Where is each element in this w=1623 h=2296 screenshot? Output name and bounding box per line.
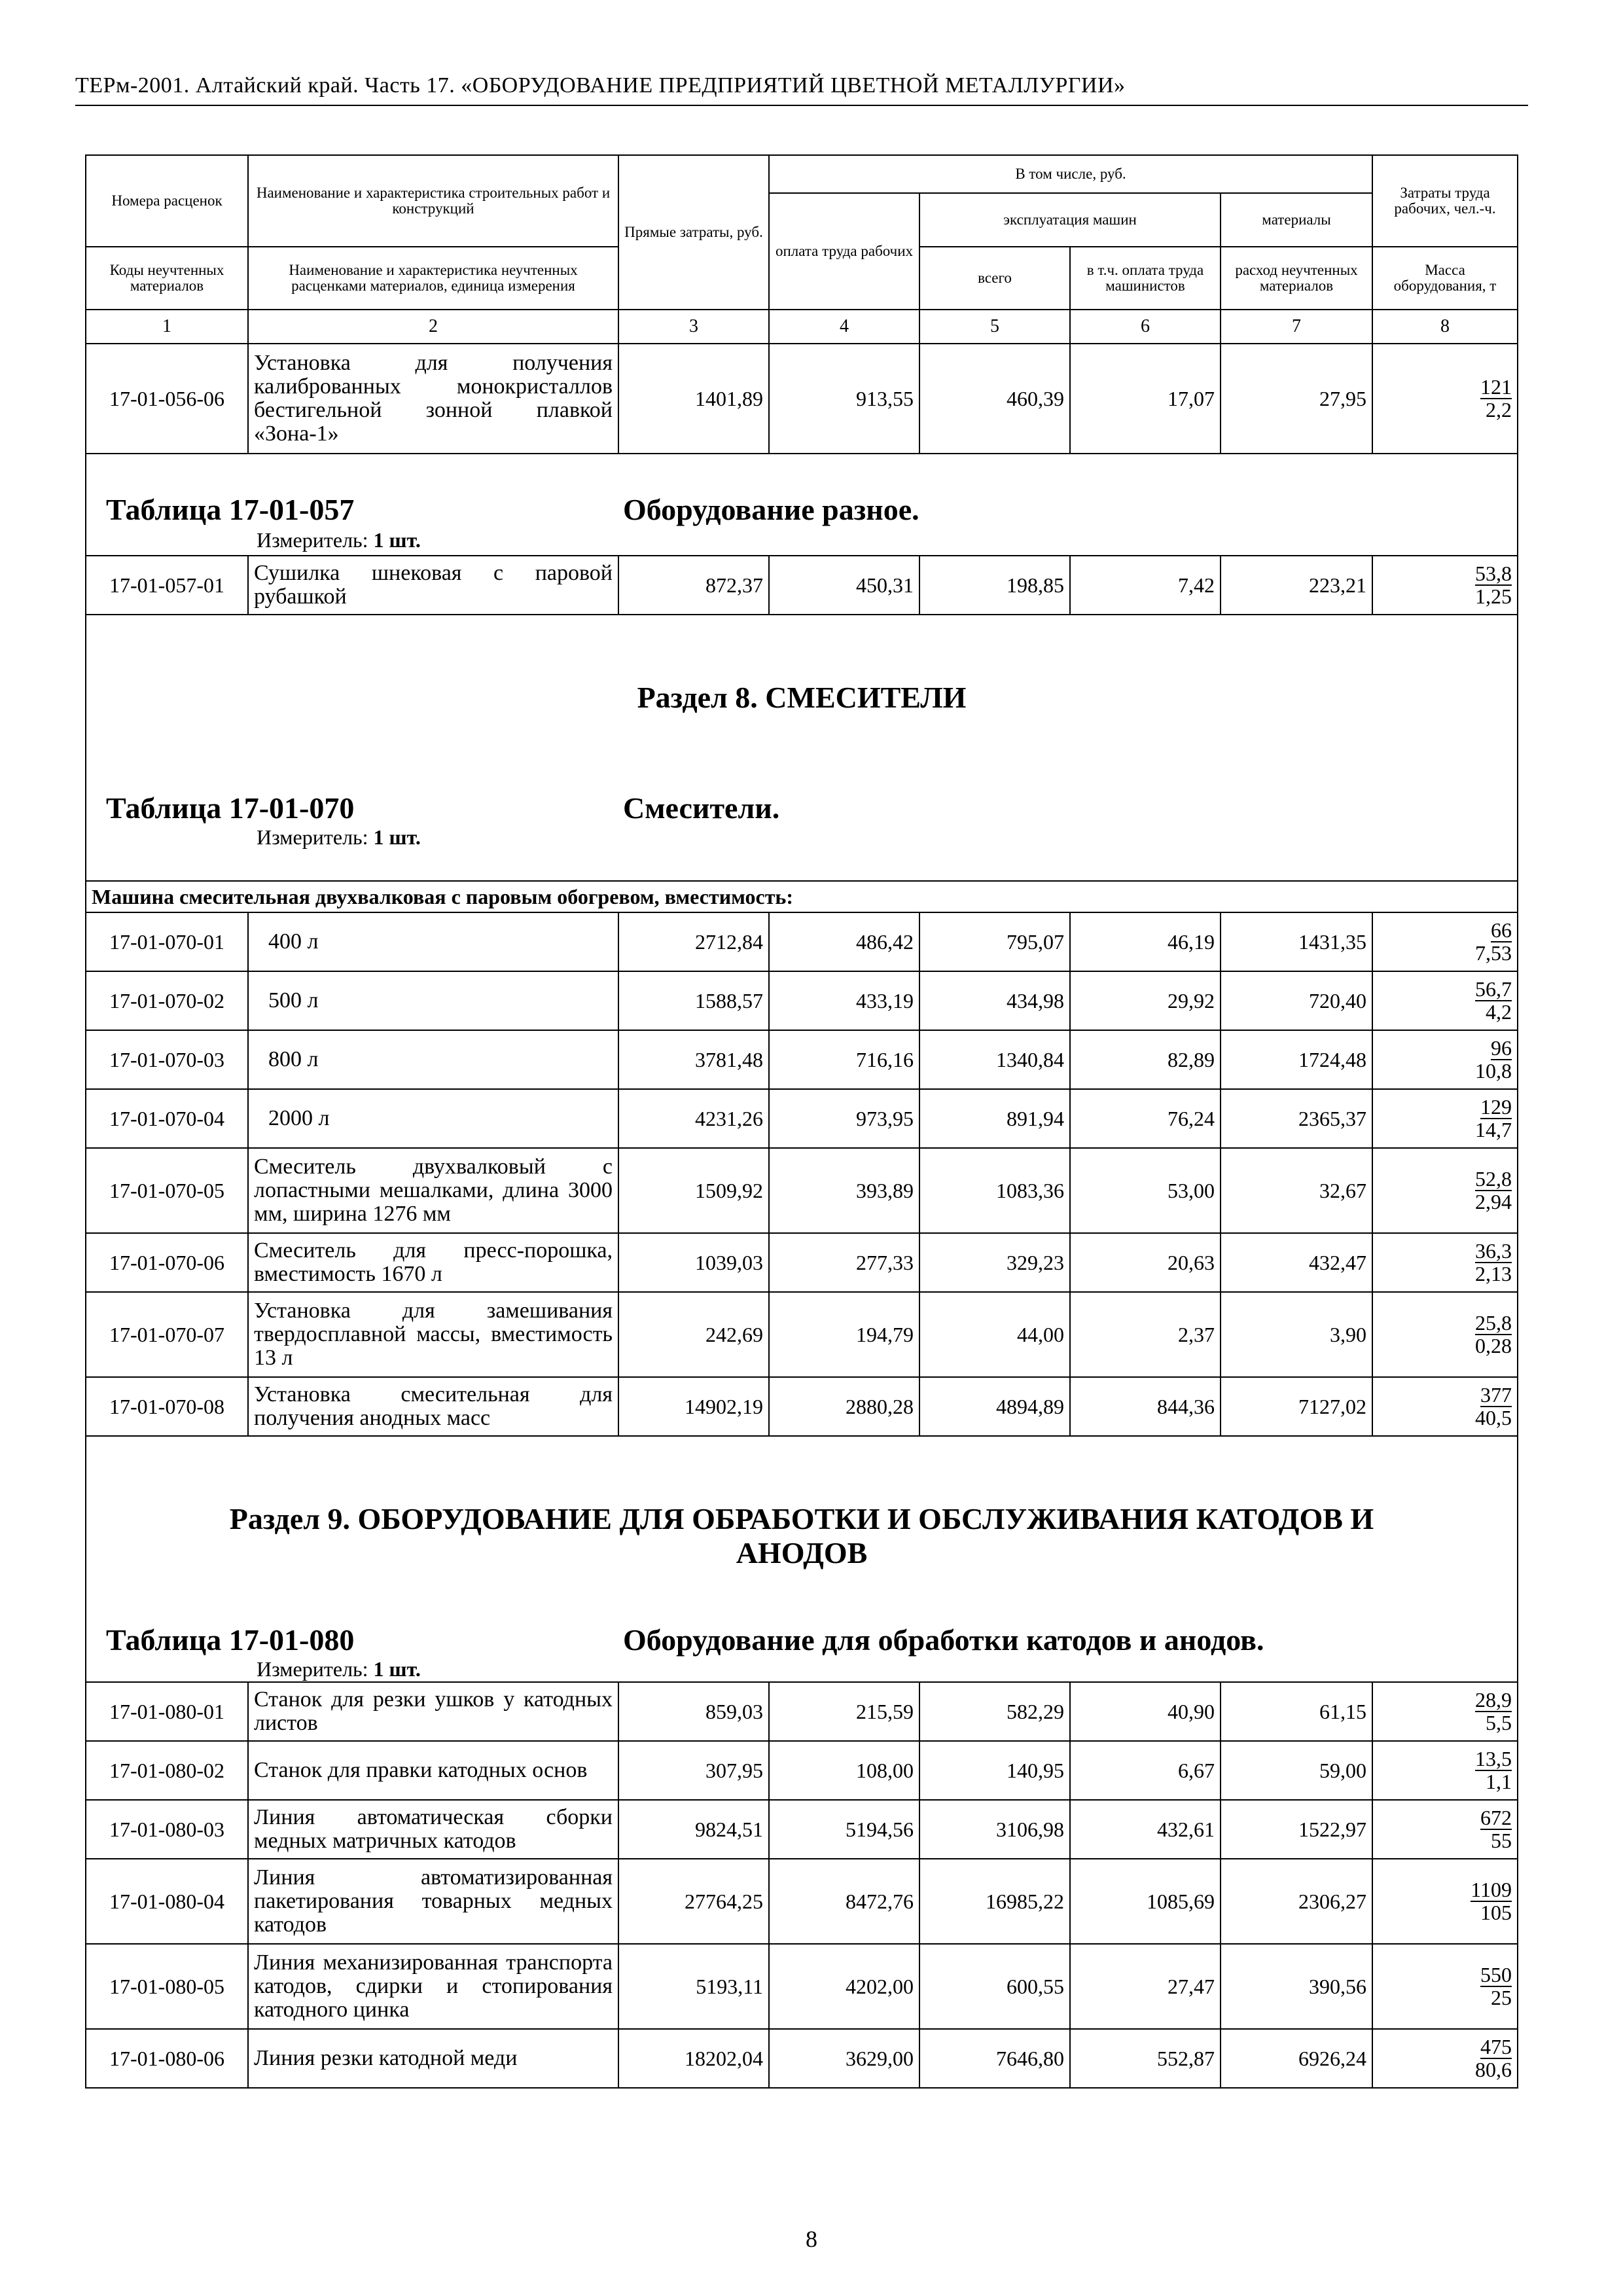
row-machines: 44,00 bbox=[919, 1292, 1070, 1377]
row-machpay: 844,36 bbox=[1070, 1377, 1221, 1436]
row-fraction bbox=[1372, 1859, 1518, 1944]
col-number: 8 bbox=[1372, 310, 1518, 344]
row-labor: 277,33 bbox=[769, 1233, 919, 1292]
row-machines: 460,39 bbox=[919, 344, 1070, 454]
fraction-bottom: 4,2 bbox=[1486, 1000, 1512, 1024]
row-machpay: 46,19 bbox=[1070, 912, 1221, 971]
col-number: 5 bbox=[919, 310, 1070, 344]
row-materials: 2306,27 bbox=[1221, 1859, 1372, 1944]
section-title: Раздел 9. ОБОРУДОВАНИЕ ДЛЯ ОБРАБОТКИ И ОБСЛУЖИВАНИЯ КАТОДОВ И АНОДОВ bbox=[229, 1502, 1374, 1570]
row-labor: 108,00 bbox=[769, 1741, 919, 1800]
col-head-unacc: расход неучтенных материалов bbox=[1221, 247, 1372, 310]
row-machines: 434,98 bbox=[919, 971, 1070, 1030]
table-057-header bbox=[86, 454, 1518, 556]
row-fraction bbox=[1372, 344, 1518, 454]
col-number: 6 bbox=[1070, 310, 1221, 344]
col-head-machines: эксплуатация машин bbox=[919, 193, 1221, 247]
fraction-top: 475 bbox=[1480, 2035, 1512, 2058]
rows-080 bbox=[86, 1682, 1518, 2088]
row-machines: 7646,80 bbox=[919, 2029, 1070, 2088]
row-code: 17-01-080-06 bbox=[86, 2029, 248, 2088]
row-name: Установка для получения калиброванных монокристаллов бестигельной зонной плавкой «Зона-1» bbox=[248, 344, 618, 454]
running-header: ТЕРм-2001. Алтайский край. Часть 17. «ОБОРУДОВАНИЕ ПРЕДПРИЯТИЙ ЦВЕТНОЙ МЕТАЛЛУРГИИ» bbox=[75, 73, 1528, 106]
row-labor: 433,19 bbox=[769, 971, 919, 1030]
row-machpay: 29,92 bbox=[1070, 971, 1221, 1030]
table-row bbox=[86, 1148, 1518, 1233]
row-materials: 32,67 bbox=[1221, 1148, 1372, 1233]
row-name: Сушилка шнековая с паровой рубашкой bbox=[248, 556, 618, 615]
table-row bbox=[86, 344, 1518, 454]
row-labor: 3629,00 bbox=[769, 2029, 919, 2088]
row-name: Смеситель для пресс-порошка, вместимость 1670 л bbox=[248, 1233, 618, 1292]
row-name: Линия резки катодной меди bbox=[248, 2029, 618, 2088]
measure-value: 1 шт. bbox=[373, 528, 421, 552]
row-name: Станок для резки ушков у катодных листов bbox=[248, 1682, 618, 1741]
row-code: 17-01-070-05 bbox=[86, 1148, 248, 1233]
table-title: Оборудование для обработки катодов и анодов. bbox=[623, 1623, 1264, 1657]
row-fraction bbox=[1372, 1089, 1518, 1148]
table-row bbox=[86, 912, 1518, 971]
fraction-top: 377 bbox=[1480, 1383, 1512, 1407]
table-row bbox=[86, 1233, 1518, 1292]
row-code: 17-01-070-04 bbox=[86, 1089, 248, 1148]
table-row bbox=[86, 1859, 1518, 1944]
row-materials: 223,21 bbox=[1221, 556, 1372, 615]
row-direct: 4231,26 bbox=[618, 1089, 769, 1148]
group-heading: Машина смесительная двухвалковая с паровым обогревом, вместимость: bbox=[86, 881, 1518, 912]
row-code: 17-01-080-02 bbox=[86, 1741, 248, 1800]
table-row bbox=[86, 1800, 1518, 1859]
col-number: 1 bbox=[86, 310, 248, 344]
table-row bbox=[86, 556, 1518, 615]
row-machines: 1340,84 bbox=[919, 1030, 1070, 1089]
row-fraction bbox=[1372, 1800, 1518, 1859]
row-labor: 4202,00 bbox=[769, 1944, 919, 2029]
row-machpay: 6,67 bbox=[1070, 1741, 1221, 1800]
row-direct: 242,69 bbox=[618, 1292, 769, 1377]
row-machpay: 2,37 bbox=[1070, 1292, 1221, 1377]
fraction-top: 36,3 bbox=[1475, 1239, 1512, 1263]
fraction-bottom: 2,94 bbox=[1475, 1190, 1512, 1213]
row-fraction bbox=[1372, 1233, 1518, 1292]
fraction-bottom: 7,53 bbox=[1475, 941, 1512, 965]
row-labor: 194,79 bbox=[769, 1292, 919, 1377]
row-fraction bbox=[1372, 1030, 1518, 1089]
row-machpay: 82,89 bbox=[1070, 1030, 1221, 1089]
row-direct: 1509,92 bbox=[618, 1148, 769, 1233]
page-number: 8 bbox=[806, 2226, 817, 2252]
row-labor: 913,55 bbox=[769, 344, 919, 454]
col-head-name: Наименование и характеристика строительных работ и конструкций bbox=[248, 155, 618, 247]
row-machines: 795,07 bbox=[919, 912, 1070, 971]
row-fraction bbox=[1372, 1944, 1518, 2029]
table-label: Таблица 17-01-080 bbox=[106, 1623, 355, 1657]
row-direct: 3781,48 bbox=[618, 1030, 769, 1089]
table-title: Оборудование разное. bbox=[623, 493, 919, 526]
row-direct: 1401,89 bbox=[618, 344, 769, 454]
row-machpay: 20,63 bbox=[1070, 1233, 1221, 1292]
row-materials: 3,90 bbox=[1221, 1292, 1372, 1377]
row-fraction bbox=[1372, 1377, 1518, 1436]
col-head-labor: оплата труда рабочих bbox=[769, 193, 919, 310]
row-labor: 5194,56 bbox=[769, 1800, 919, 1859]
row-machpay: 552,87 bbox=[1070, 2029, 1221, 2088]
col-number: 4 bbox=[769, 310, 919, 344]
table-row bbox=[86, 1377, 1518, 1436]
row-machpay: 1085,69 bbox=[1070, 1859, 1221, 1944]
col-head-machpay: в т.ч. оплата труда машинистов bbox=[1070, 247, 1221, 310]
fraction-bottom: 10,8 bbox=[1475, 1059, 1512, 1083]
row-materials: 1724,48 bbox=[1221, 1030, 1372, 1089]
row-name: Станок для правки катодных основ bbox=[248, 1741, 618, 1800]
table-label: Таблица 17-01-057 bbox=[106, 493, 355, 526]
fraction-bottom: 2,13 bbox=[1475, 1262, 1512, 1285]
measure-value: 1 шт. bbox=[373, 1657, 421, 1681]
row-materials: 27,95 bbox=[1221, 344, 1372, 454]
fraction-bottom: 1,1 bbox=[1486, 1770, 1512, 1793]
row-code: 17-01-070-08 bbox=[86, 1377, 248, 1436]
table-row bbox=[86, 971, 1518, 1030]
row-labor: 393,89 bbox=[769, 1148, 919, 1233]
fraction-bottom: 1,25 bbox=[1475, 584, 1512, 608]
col-head-name2: Наименование и характеристика неучтенных расценками материалов, единица измерения bbox=[248, 247, 618, 310]
col-number: 3 bbox=[618, 310, 769, 344]
row-labor: 973,95 bbox=[769, 1089, 919, 1148]
row-direct: 859,03 bbox=[618, 1682, 769, 1741]
row-materials: 6926,24 bbox=[1221, 2029, 1372, 2088]
row-name: 500 л bbox=[248, 971, 618, 1030]
row-fraction bbox=[1372, 1292, 1518, 1377]
row-fraction bbox=[1372, 2029, 1518, 2088]
row-fraction bbox=[1372, 1148, 1518, 1233]
row-fraction bbox=[1372, 912, 1518, 971]
row-labor: 8472,76 bbox=[769, 1859, 919, 1944]
row-code: 17-01-070-03 bbox=[86, 1030, 248, 1089]
section-8-header bbox=[86, 615, 1518, 881]
row-labor: 2880,28 bbox=[769, 1377, 919, 1436]
fraction-bottom: 55 bbox=[1491, 1829, 1512, 1852]
row-code: 17-01-057-01 bbox=[86, 556, 248, 615]
fraction-top: 56,7 bbox=[1475, 977, 1512, 1001]
row-materials: 720,40 bbox=[1221, 971, 1372, 1030]
row-name: Линия механизированная транспорта катодов, сдирки и стопирования катодного цинка bbox=[248, 1944, 618, 2029]
fraction-bottom: 5,5 bbox=[1486, 1711, 1512, 1734]
rows-070 bbox=[86, 912, 1518, 1436]
row-materials: 59,00 bbox=[1221, 1741, 1372, 1800]
table-row bbox=[86, 2029, 1518, 2088]
row-code: 17-01-070-01 bbox=[86, 912, 248, 971]
row-code: 17-01-080-03 bbox=[86, 1800, 248, 1859]
col-head-mass: Масса оборудования, т bbox=[1372, 247, 1518, 310]
row-materials: 390,56 bbox=[1221, 1944, 1372, 2029]
row-machines: 1083,36 bbox=[919, 1148, 1070, 1233]
fraction-top: 121 bbox=[1480, 375, 1512, 399]
measure-label: Измеритель: bbox=[257, 528, 368, 552]
row-direct: 18202,04 bbox=[618, 2029, 769, 2088]
fraction-top: 66 bbox=[1491, 918, 1512, 942]
row-machpay: 432,61 bbox=[1070, 1800, 1221, 1859]
row-machpay: 17,07 bbox=[1070, 344, 1221, 454]
row-labor: 716,16 bbox=[769, 1030, 919, 1089]
row-fraction bbox=[1372, 1682, 1518, 1741]
col-head-total: всего bbox=[919, 247, 1070, 310]
row-direct: 307,95 bbox=[618, 1741, 769, 1800]
fraction-bottom: 14,7 bbox=[1475, 1118, 1512, 1141]
row-machpay: 27,47 bbox=[1070, 1944, 1221, 2029]
row-direct: 1039,03 bbox=[618, 1233, 769, 1292]
row-name: Линия автоматизированная пакетирования товарных медных катодов bbox=[248, 1859, 618, 1944]
fraction-bottom: 40,5 bbox=[1475, 1406, 1512, 1429]
table-row bbox=[86, 1089, 1518, 1148]
row-labor: 450,31 bbox=[769, 556, 919, 615]
row-direct: 872,37 bbox=[618, 556, 769, 615]
col-head-direct: Прямые затраты, руб. bbox=[618, 155, 769, 310]
row-direct: 5193,11 bbox=[618, 1944, 769, 2029]
measure-value: 1 шт. bbox=[373, 825, 421, 849]
fraction-top: 672 bbox=[1480, 1806, 1512, 1829]
table-row bbox=[86, 1030, 1518, 1089]
measure-label: Измеритель: bbox=[257, 825, 368, 849]
row-materials: 7127,02 bbox=[1221, 1377, 1372, 1436]
row-code: 17-01-070-02 bbox=[86, 971, 248, 1030]
row-materials: 1522,97 bbox=[1221, 1800, 1372, 1859]
row-labor: 486,42 bbox=[769, 912, 919, 971]
fraction-bottom: 0,28 bbox=[1475, 1334, 1512, 1357]
col-head-materials: материалы bbox=[1221, 193, 1372, 247]
col-number: 2 bbox=[248, 310, 618, 344]
col-number: 7 bbox=[1221, 310, 1372, 344]
fraction-bottom: 105 bbox=[1480, 1901, 1512, 1924]
row-machpay: 40,90 bbox=[1070, 1682, 1221, 1741]
row-machpay: 7,42 bbox=[1070, 556, 1221, 615]
col-head-codes: Номера расценок bbox=[86, 155, 248, 247]
table-label: Таблица 17-01-070 bbox=[106, 791, 355, 825]
row-code: 17-01-080-05 bbox=[86, 1944, 248, 2029]
fraction-bottom: 2,2 bbox=[1486, 398, 1512, 422]
measure-label: Измеритель: bbox=[257, 1657, 368, 1681]
fraction-top: 550 bbox=[1480, 1963, 1512, 1986]
row-materials: 61,15 bbox=[1221, 1682, 1372, 1741]
fraction-top: 13,5 bbox=[1475, 1747, 1512, 1770]
row-labor: 215,59 bbox=[769, 1682, 919, 1741]
row-name: 400 л bbox=[248, 912, 618, 971]
section-title: Раздел 8. СМЕСИТЕЛИ bbox=[637, 681, 967, 714]
row-materials: 1431,35 bbox=[1221, 912, 1372, 971]
row-fraction bbox=[1372, 556, 1518, 615]
row-direct: 9824,51 bbox=[618, 1800, 769, 1859]
fraction-top: 52,8 bbox=[1475, 1167, 1512, 1191]
row-code: 17-01-080-04 bbox=[86, 1859, 248, 1944]
table-row bbox=[86, 1741, 1518, 1800]
row-materials: 432,47 bbox=[1221, 1233, 1372, 1292]
row-direct: 1588,57 bbox=[618, 971, 769, 1030]
fraction-top: 53,8 bbox=[1475, 562, 1512, 585]
row-name: 2000 л bbox=[248, 1089, 618, 1148]
row-code: 17-01-070-07 bbox=[86, 1292, 248, 1377]
row-code: 17-01-056-06 bbox=[86, 344, 248, 454]
fraction-top: 1109 bbox=[1471, 1878, 1512, 1901]
row-machines: 3106,98 bbox=[919, 1800, 1070, 1859]
row-direct: 2712,84 bbox=[618, 912, 769, 971]
row-machines: 600,55 bbox=[919, 1944, 1070, 2029]
row-materials: 2365,37 bbox=[1221, 1089, 1372, 1148]
row-direct: 27764,25 bbox=[618, 1859, 769, 1944]
fraction-bottom: 25 bbox=[1491, 1986, 1512, 2009]
row-machines: 4894,89 bbox=[919, 1377, 1070, 1436]
table-row bbox=[86, 1682, 1518, 1741]
row-name: Установка для замешивания твердосплавной массы, вместимость 13 л bbox=[248, 1292, 618, 1377]
fraction-top: 129 bbox=[1480, 1095, 1512, 1119]
row-direct: 14902,19 bbox=[618, 1377, 769, 1436]
table-row bbox=[86, 1292, 1518, 1377]
section-9-header bbox=[86, 1436, 1518, 1682]
fraction-bottom: 80,6 bbox=[1475, 2058, 1512, 2081]
row-fraction bbox=[1372, 1741, 1518, 1800]
row-machines: 891,94 bbox=[919, 1089, 1070, 1148]
col-head-workcost: Затраты труда рабочих, чел.-ч. bbox=[1372, 155, 1518, 247]
row-machines: 16985,22 bbox=[919, 1859, 1070, 1944]
row-name: Установка смесительная для получения анодных масс bbox=[248, 1377, 618, 1436]
row-machines: 140,95 bbox=[919, 1741, 1070, 1800]
fraction-top: 28,9 bbox=[1475, 1688, 1512, 1712]
row-machines: 198,85 bbox=[919, 556, 1070, 615]
table-title: Смесители. bbox=[623, 791, 780, 825]
col-head-incl: В том числе, руб. bbox=[769, 155, 1372, 193]
row-name: 800 л bbox=[248, 1030, 618, 1089]
row-name: Линия автоматическая сборки медных матричных катодов bbox=[248, 1800, 618, 1859]
row-machpay: 76,24 bbox=[1070, 1089, 1221, 1148]
row-name: Смеситель двухвалковый с лопастными мешалками, длина 3000 мм, ширина 1276 мм bbox=[248, 1148, 618, 1233]
row-code: 17-01-080-01 bbox=[86, 1682, 248, 1741]
price-table bbox=[85, 154, 1518, 2089]
row-fraction bbox=[1372, 971, 1518, 1030]
col-head-codes2: Коды неучтенных материалов bbox=[86, 247, 248, 310]
row-code: 17-01-070-06 bbox=[86, 1233, 248, 1292]
row-machines: 582,29 bbox=[919, 1682, 1070, 1741]
row-machpay: 53,00 bbox=[1070, 1148, 1221, 1233]
table-row bbox=[86, 1944, 1518, 2029]
fraction-top: 96 bbox=[1491, 1036, 1512, 1060]
row-machines: 329,23 bbox=[919, 1233, 1070, 1292]
fraction-top: 25,8 bbox=[1475, 1311, 1512, 1335]
